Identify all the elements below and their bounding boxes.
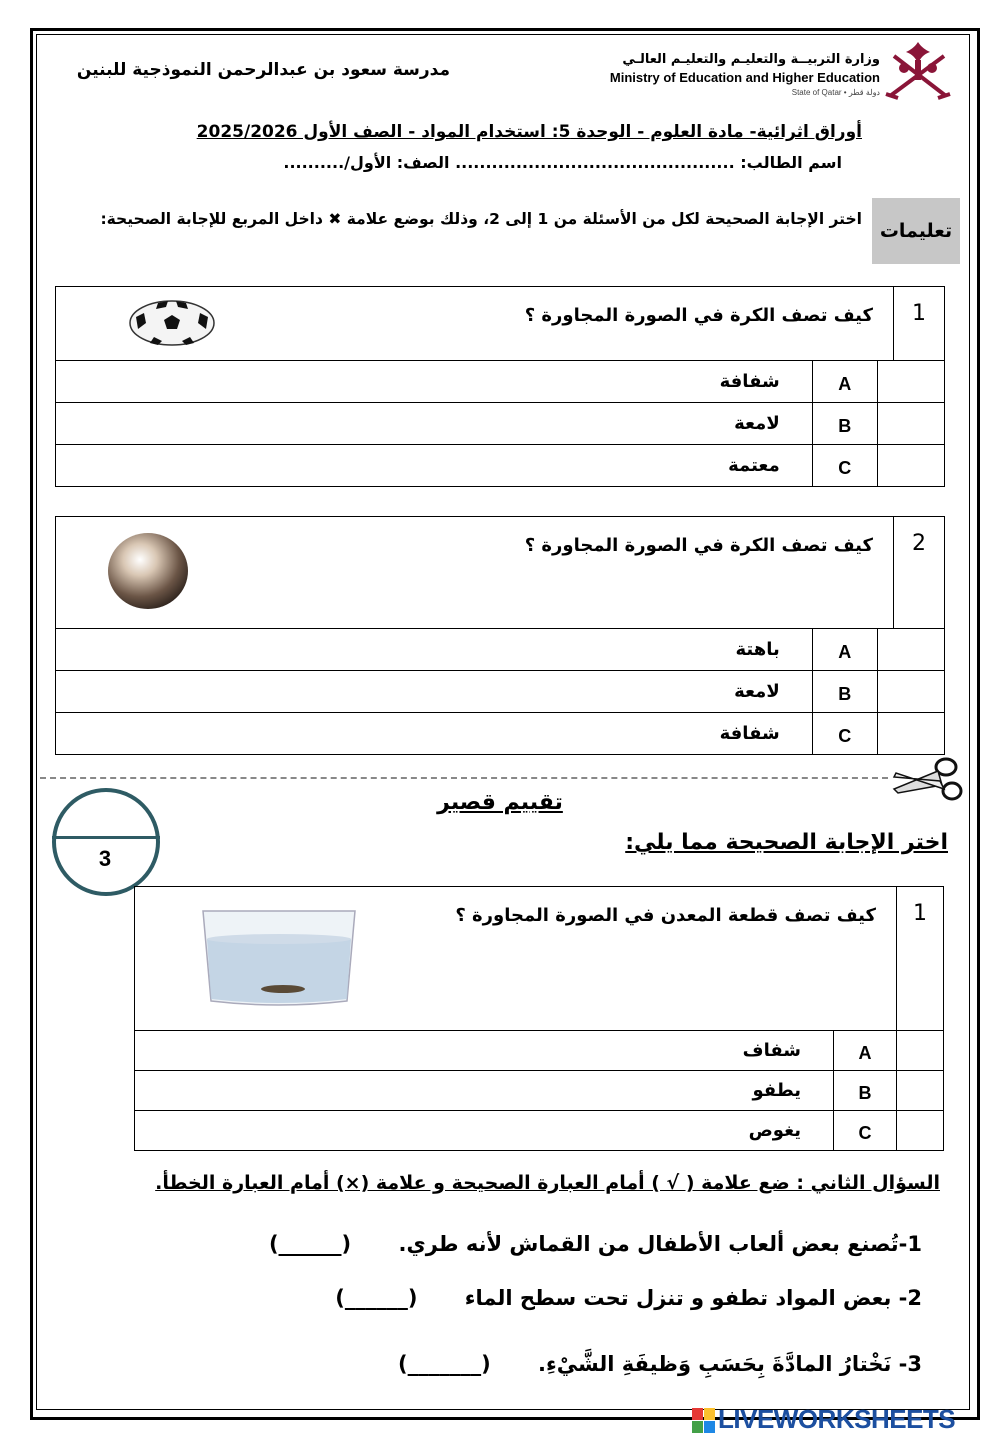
score-divider	[52, 836, 160, 839]
option-text: لامعة	[56, 403, 813, 445]
option-letter: C	[834, 1111, 897, 1151]
answer-blank[interactable]: (______)	[335, 1286, 418, 1310]
ministry-name-ar: وزارة التربيــة والتعليـم والتعليـم العالـي	[622, 52, 880, 67]
metal-ball-icon	[106, 531, 190, 611]
option-text: يطفو	[135, 1071, 834, 1111]
answer-checkbox[interactable]	[877, 361, 944, 403]
option-text: معتمة	[56, 445, 813, 487]
option-letter: B	[812, 403, 877, 445]
question-number: 2	[894, 517, 945, 629]
statement-2	[335, 1286, 922, 1310]
option-letter: A	[834, 1031, 897, 1071]
worksheet-title: أوراق اثرائية- مادة العلوم - الوحدة 5: استخدام المواد - الصف الأول 2025/2026	[196, 122, 862, 142]
glass-of-water-icon	[199, 905, 359, 1009]
option-letter: C	[812, 445, 877, 487]
scissors-icon	[890, 755, 964, 807]
option-letter: A	[812, 629, 877, 671]
liveworksheets-brand: LIVEWORKSHEETS	[718, 1404, 956, 1434]
answer-checkbox[interactable]	[897, 1071, 944, 1111]
option-text: لامعة	[56, 671, 813, 713]
option-letter: A	[812, 361, 877, 403]
student-info-line: اسم الطالب: .............................................. الصف: الأول/..........	[283, 153, 842, 172]
statement-text: 3- نَخْتارُ المادَّةَ بِحَسَبِ وَظيفَةِ الشَّيْءِ.	[538, 1352, 922, 1376]
question-1-table	[55, 286, 945, 487]
question-number: 1	[894, 287, 945, 361]
option-text: باهتة	[56, 629, 813, 671]
question-text: كيف تصف قطعة المعدن في الصورة المجاورة ؟	[455, 905, 876, 926]
option-text: شفافة	[56, 713, 813, 755]
answer-checkbox[interactable]	[897, 1111, 944, 1151]
question-number: 1	[897, 887, 944, 1031]
option-letter: C	[812, 713, 877, 755]
answer-checkbox[interactable]	[877, 671, 944, 713]
instructions-label: تعليمات	[872, 198, 960, 264]
statement-text: 2- بعض المواد تطفو و تنزل تحت سطح الماء	[464, 1286, 922, 1310]
question-text-cell	[56, 517, 894, 629]
option-letter: B	[834, 1071, 897, 1111]
answer-checkbox[interactable]	[897, 1031, 944, 1071]
question-2-title: السؤال الثاني : ضع علامة ( √ ) أمام العبارة الصحيحة و علامة (×) أمام العبارة الخطأ.	[155, 1172, 940, 1194]
instructions-text: اختر الإجابة الصحيحة لكل من الأسئلة من 1 إلى 2، وذلك بوضع علامة ✖ داخل المربع للإجابة الصحيحة:	[100, 210, 862, 228]
answer-checkbox[interactable]	[877, 403, 944, 445]
quiz-instruction: اختر الإجابة الصحيحة مما يلي:	[625, 830, 948, 855]
option-text: يغوص	[135, 1111, 834, 1151]
answer-checkbox[interactable]	[877, 713, 944, 755]
question-2-table	[55, 516, 945, 755]
soccer-ball-icon	[128, 299, 216, 347]
score-circle	[52, 788, 160, 896]
question-text-cell	[135, 887, 897, 1031]
cut-line	[40, 777, 888, 779]
statement-text: 1-تُصنع بعض ألعاب الأطفال من القماش لأنه طري.	[398, 1232, 922, 1256]
state-label: State of Qatar • دولة قطر	[791, 88, 880, 97]
ministry-name-en: Ministry of Education and Higher Education	[609, 70, 880, 85]
score-total: 3	[98, 846, 112, 871]
ministry-logo-icon	[884, 38, 952, 100]
quiz-question-table	[134, 886, 944, 1151]
answer-blank[interactable]: (______)	[268, 1232, 352, 1256]
option-letter: B	[812, 671, 877, 713]
statement-3	[398, 1352, 922, 1376]
school-name: مدرسة سعود بن عبدالرحمن النموذجية للبنين	[76, 60, 450, 80]
option-text: شفافة	[56, 361, 813, 403]
question-text: كيف تصف الكرة في الصورة المجاورة ؟	[524, 535, 873, 556]
answer-checkbox[interactable]	[877, 629, 944, 671]
quiz-title: تقييم قصير	[437, 790, 563, 815]
answer-blank[interactable]: (_______)	[398, 1352, 491, 1376]
liveworksheets-logo-icon	[692, 1408, 716, 1434]
answer-checkbox[interactable]	[877, 445, 944, 487]
statement-1	[269, 1232, 922, 1256]
question-text-cell	[56, 287, 894, 361]
option-text: شفاف	[135, 1031, 834, 1071]
question-text: كيف تصف الكرة في الصورة المجاورة ؟	[524, 305, 873, 326]
